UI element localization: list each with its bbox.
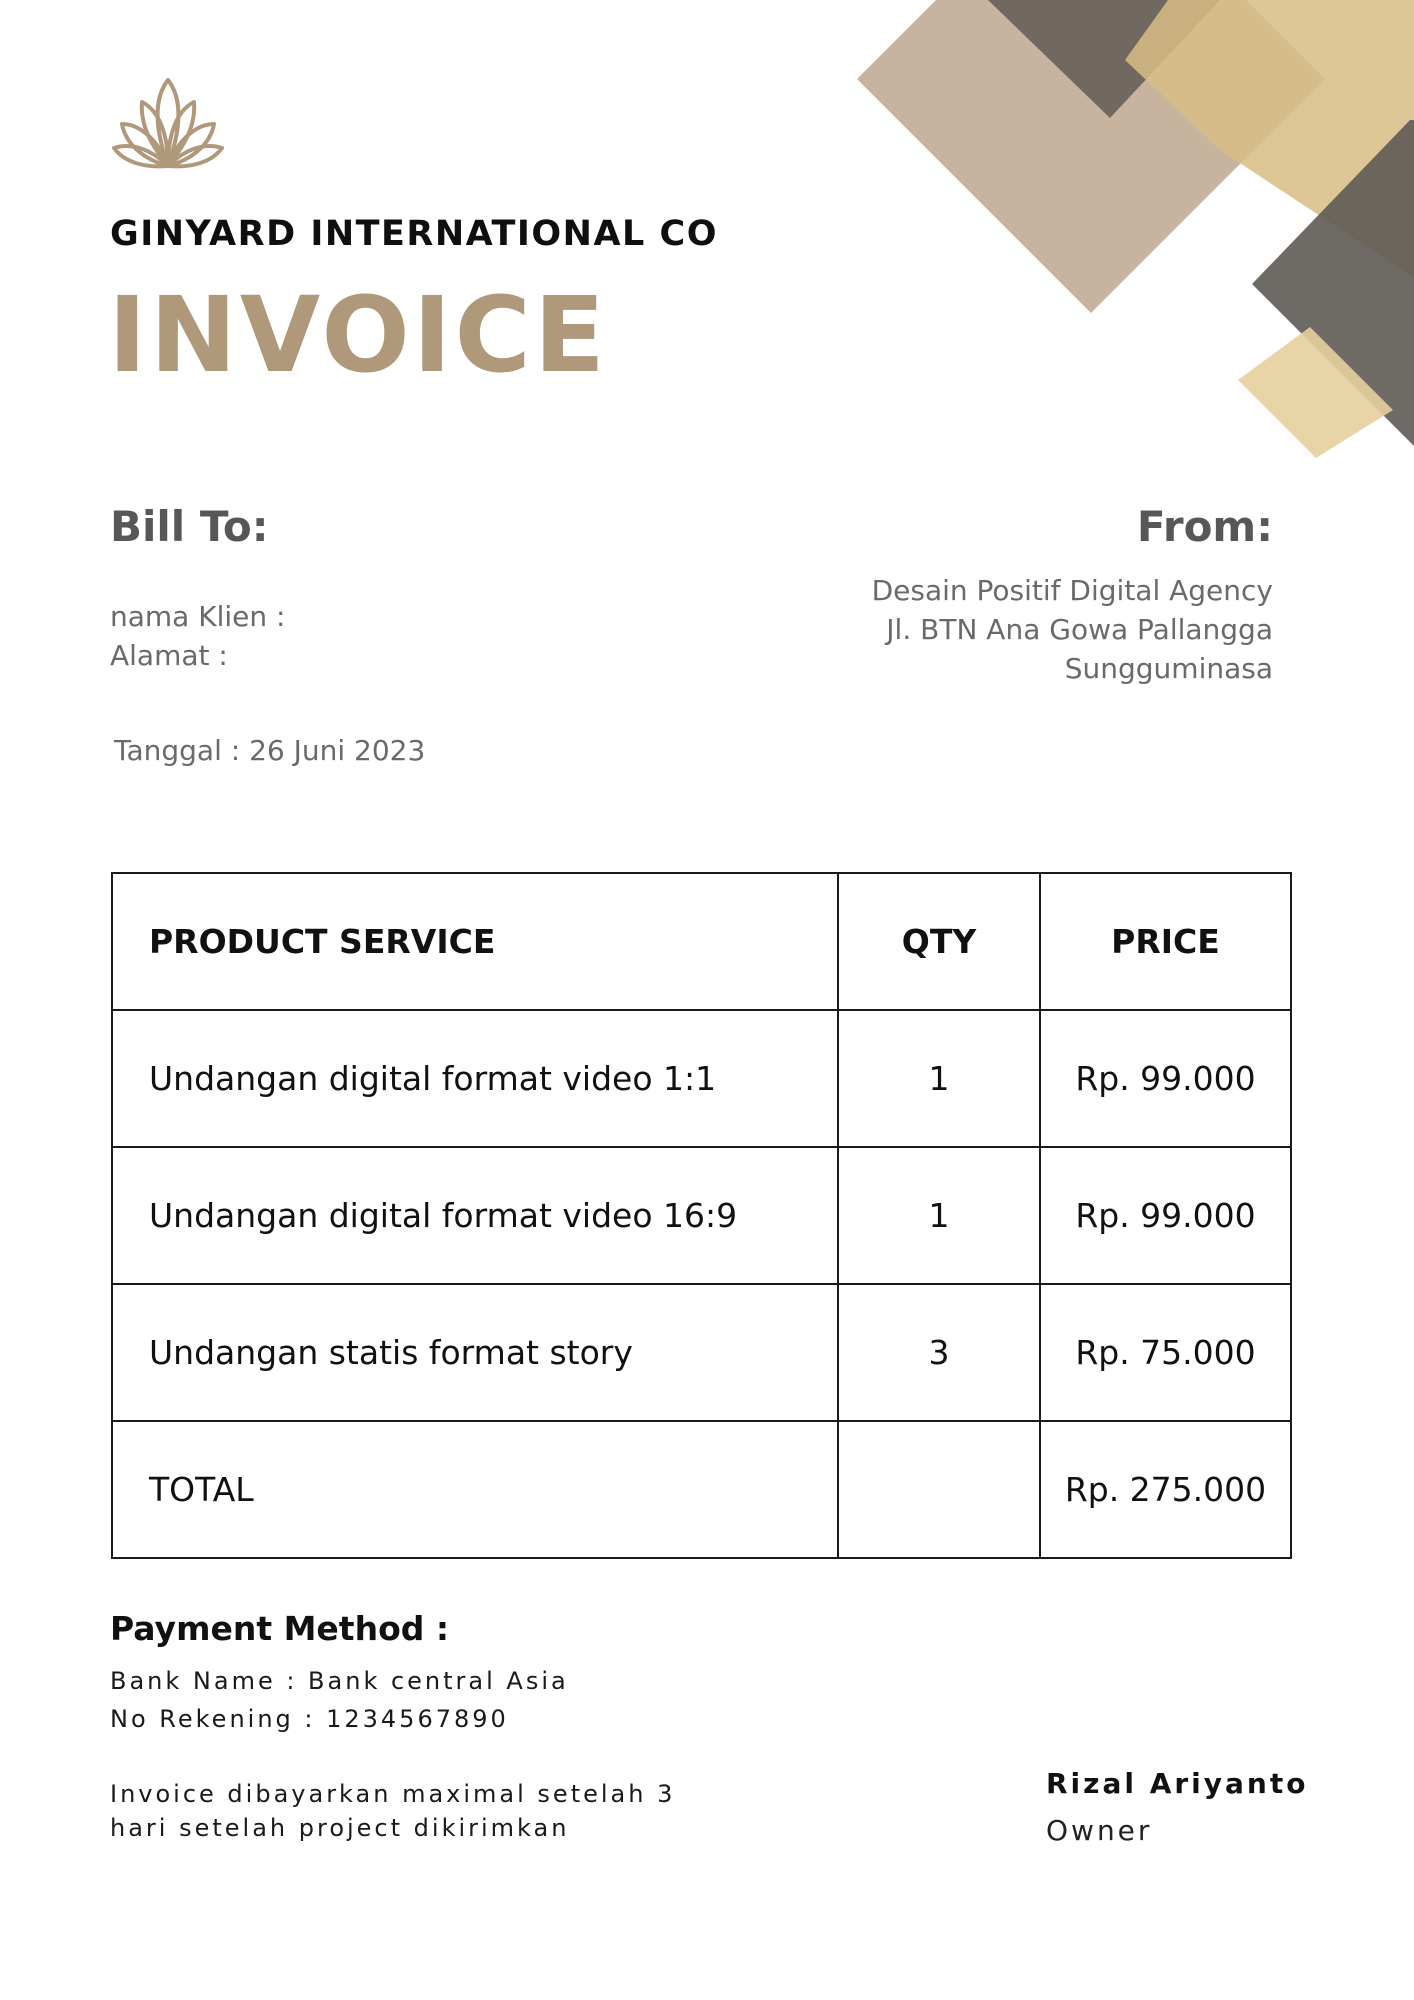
from-heading: From:: [1136, 502, 1273, 551]
from-line-agency: Desain Positif Digital Agency: [871, 574, 1273, 607]
invoice-date: Tanggal : 26 Juni 2023: [114, 734, 426, 767]
row-qty: 3: [838, 1284, 1040, 1421]
header-qty: QTY: [838, 873, 1040, 1010]
client-name-label: nama Klien :: [110, 600, 286, 633]
bank-name: Bank Name : Bank central Asia: [110, 1667, 569, 1695]
table-header-row: [112, 873, 1291, 1010]
total-label: TOTAL: [112, 1421, 838, 1558]
row-price: Rp. 99.000: [1040, 1010, 1291, 1147]
header-price: PRICE: [1040, 873, 1291, 1010]
total-value: Rp. 275.000: [1040, 1421, 1291, 1558]
invoice-title: INVOICE: [108, 274, 608, 396]
row-item: Undangan statis format story: [112, 1284, 838, 1421]
payment-note-line-1: Invoice dibayarkan maximal setelah 3: [110, 1780, 676, 1808]
total-qty: [838, 1421, 1040, 1558]
table-row: [112, 1010, 1291, 1147]
row-qty: 1: [838, 1147, 1040, 1284]
address-label: Alamat :: [110, 639, 228, 672]
row-price: Rp. 99.000: [1040, 1147, 1291, 1284]
row-qty: 1: [838, 1010, 1040, 1147]
signatory-name: Rizal Ariyanto: [1046, 1767, 1309, 1800]
table-total-row: [112, 1421, 1291, 1558]
lotus-icon: [110, 76, 226, 172]
from-line-city: Sungguminasa: [1064, 652, 1273, 685]
bill-to-heading: Bill To:: [110, 502, 269, 551]
decorative-shapes: [840, 0, 1414, 470]
signatory-role: Owner: [1046, 1814, 1153, 1847]
row-price: Rp. 75.000: [1040, 1284, 1291, 1421]
payment-note-line-2: hari setelah project dikirimkan: [110, 1814, 570, 1842]
header-product-service: PRODUCT SERVICE: [112, 873, 838, 1010]
company-name: GINYARD INTERNATIONAL CO: [110, 214, 718, 254]
account-number: No Rekening : 1234567890: [110, 1705, 509, 1733]
row-item: Undangan digital format video 16:9: [112, 1147, 838, 1284]
payment-method-heading: Payment Method :: [110, 1609, 450, 1648]
row-item: Undangan digital format video 1:1: [112, 1010, 838, 1147]
table-row: [112, 1284, 1291, 1421]
table-row: [112, 1147, 1291, 1284]
invoice-table: [111, 872, 1292, 1559]
from-line-street: Jl. BTN Ana Gowa Pallangga: [886, 613, 1273, 646]
